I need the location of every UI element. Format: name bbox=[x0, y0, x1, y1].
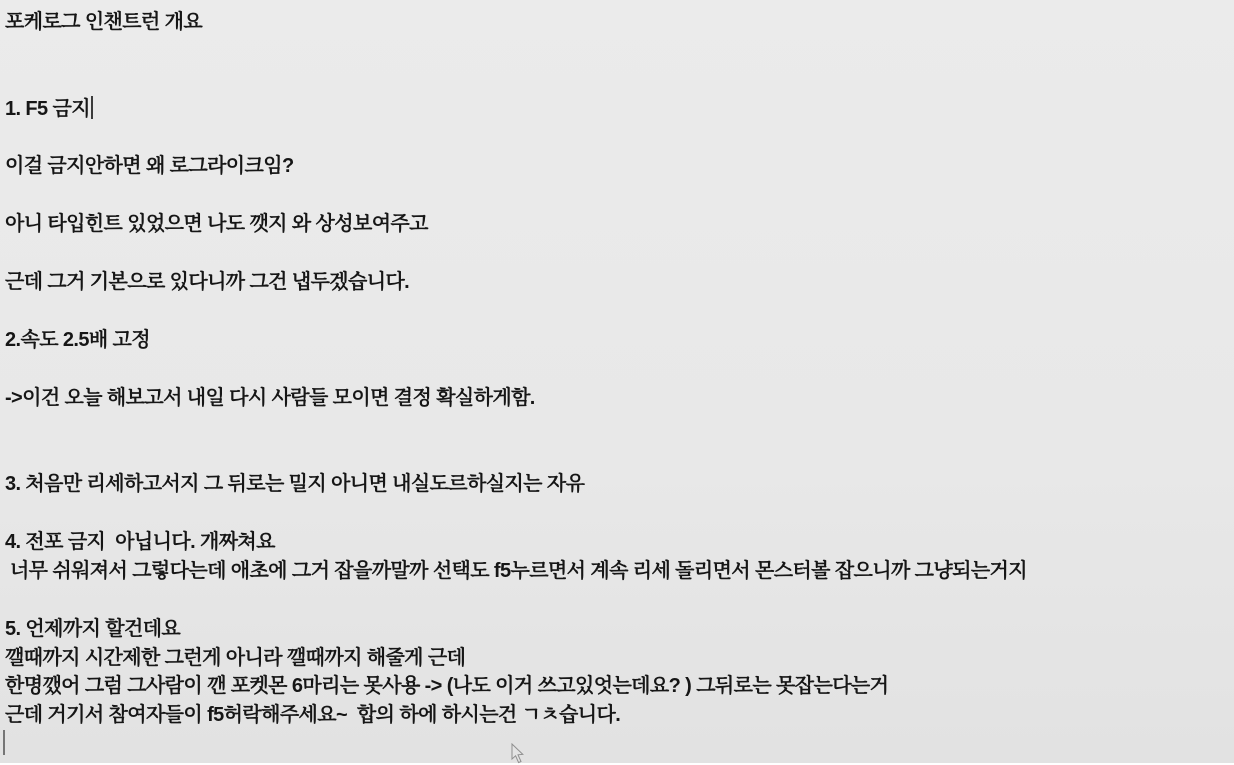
text-line bbox=[5, 615, 1234, 644]
text-line bbox=[5, 384, 1234, 413]
line-text: 근데 거기서 참여자들이 f5허락해주세요~ 합의 하에 하시는건 ㄱㅊ습니다. bbox=[5, 704, 621, 727]
line-text: 너무 쉬워져서 그렇다는데 애초에 그거 잡을까말까 선택도 f5누르면서 계속 리세 돌리면서 몬스터볼 잡으니까 그냥되는거지 bbox=[5, 559, 1027, 582]
text-line bbox=[5, 499, 1234, 528]
text-area[interactable] bbox=[5, 8, 1234, 763]
text-line bbox=[5, 66, 1234, 95]
text-line bbox=[5, 326, 1234, 355]
text-line bbox=[5, 701, 1234, 730]
text-line bbox=[5, 8, 1234, 37]
line-text: 포케로그 인챈트런 개요 bbox=[5, 11, 203, 33]
text-caret bbox=[91, 96, 93, 119]
text-line bbox=[5, 730, 1234, 759]
text-line bbox=[5, 557, 1234, 586]
text-line bbox=[5, 124, 1234, 153]
line-text: 5. 언제까지 할건데요 bbox=[5, 617, 181, 640]
text-line bbox=[5, 441, 1234, 470]
text-line bbox=[5, 586, 1234, 615]
text-line bbox=[5, 297, 1234, 326]
text-line bbox=[5, 152, 1234, 181]
text-line bbox=[5, 528, 1234, 557]
line-text: 1. F5 금지 bbox=[5, 97, 90, 120]
line-text: 깰때까지 시간제한 그런게 아니라 깰때까지 해줄게 근데 bbox=[5, 646, 466, 669]
text-line bbox=[5, 95, 1234, 124]
line-text: 아니 타입힌트 있었으면 나도 깻지 와 상성보여주고 bbox=[5, 213, 428, 236]
text-line bbox=[5, 210, 1234, 239]
text-line bbox=[5, 355, 1234, 384]
line-text: 한명깼어 그럼 그사람이 깬 포켓몬 6마리는 못사용 -> (나도 이거 쓰고있엇는데요? ) 그뒤로는 못잡는다는거 bbox=[5, 675, 889, 698]
text-line bbox=[5, 470, 1234, 499]
line-text: 3. 처음만 리세하고서지 그 뒤로는 밀지 아니면 내실도르하실지는 자유 bbox=[5, 473, 585, 496]
line-text: 2.속도 2.5배 고정 bbox=[5, 328, 150, 351]
text-line bbox=[5, 37, 1234, 66]
line-text: 4. 전포 금지 아닙니다. 개짜쳐요 bbox=[5, 531, 275, 554]
text-line bbox=[5, 268, 1234, 297]
line-text: 이걸 금지안하면 왜 로그라이크임? bbox=[5, 155, 294, 178]
text-line bbox=[5, 239, 1234, 268]
text-line bbox=[5, 644, 1234, 673]
text-line bbox=[5, 672, 1234, 701]
text-line bbox=[5, 412, 1234, 441]
text-line bbox=[5, 181, 1234, 210]
line-text: ->이건 오늘 해보고서 내일 다시 사람들 모이면 결정 확실하게함. bbox=[5, 386, 535, 409]
line-text: 근데 그거 기본으로 있다니까 그건 냅두겠습니다. bbox=[5, 271, 410, 294]
end-of-document-caret bbox=[3, 730, 5, 755]
